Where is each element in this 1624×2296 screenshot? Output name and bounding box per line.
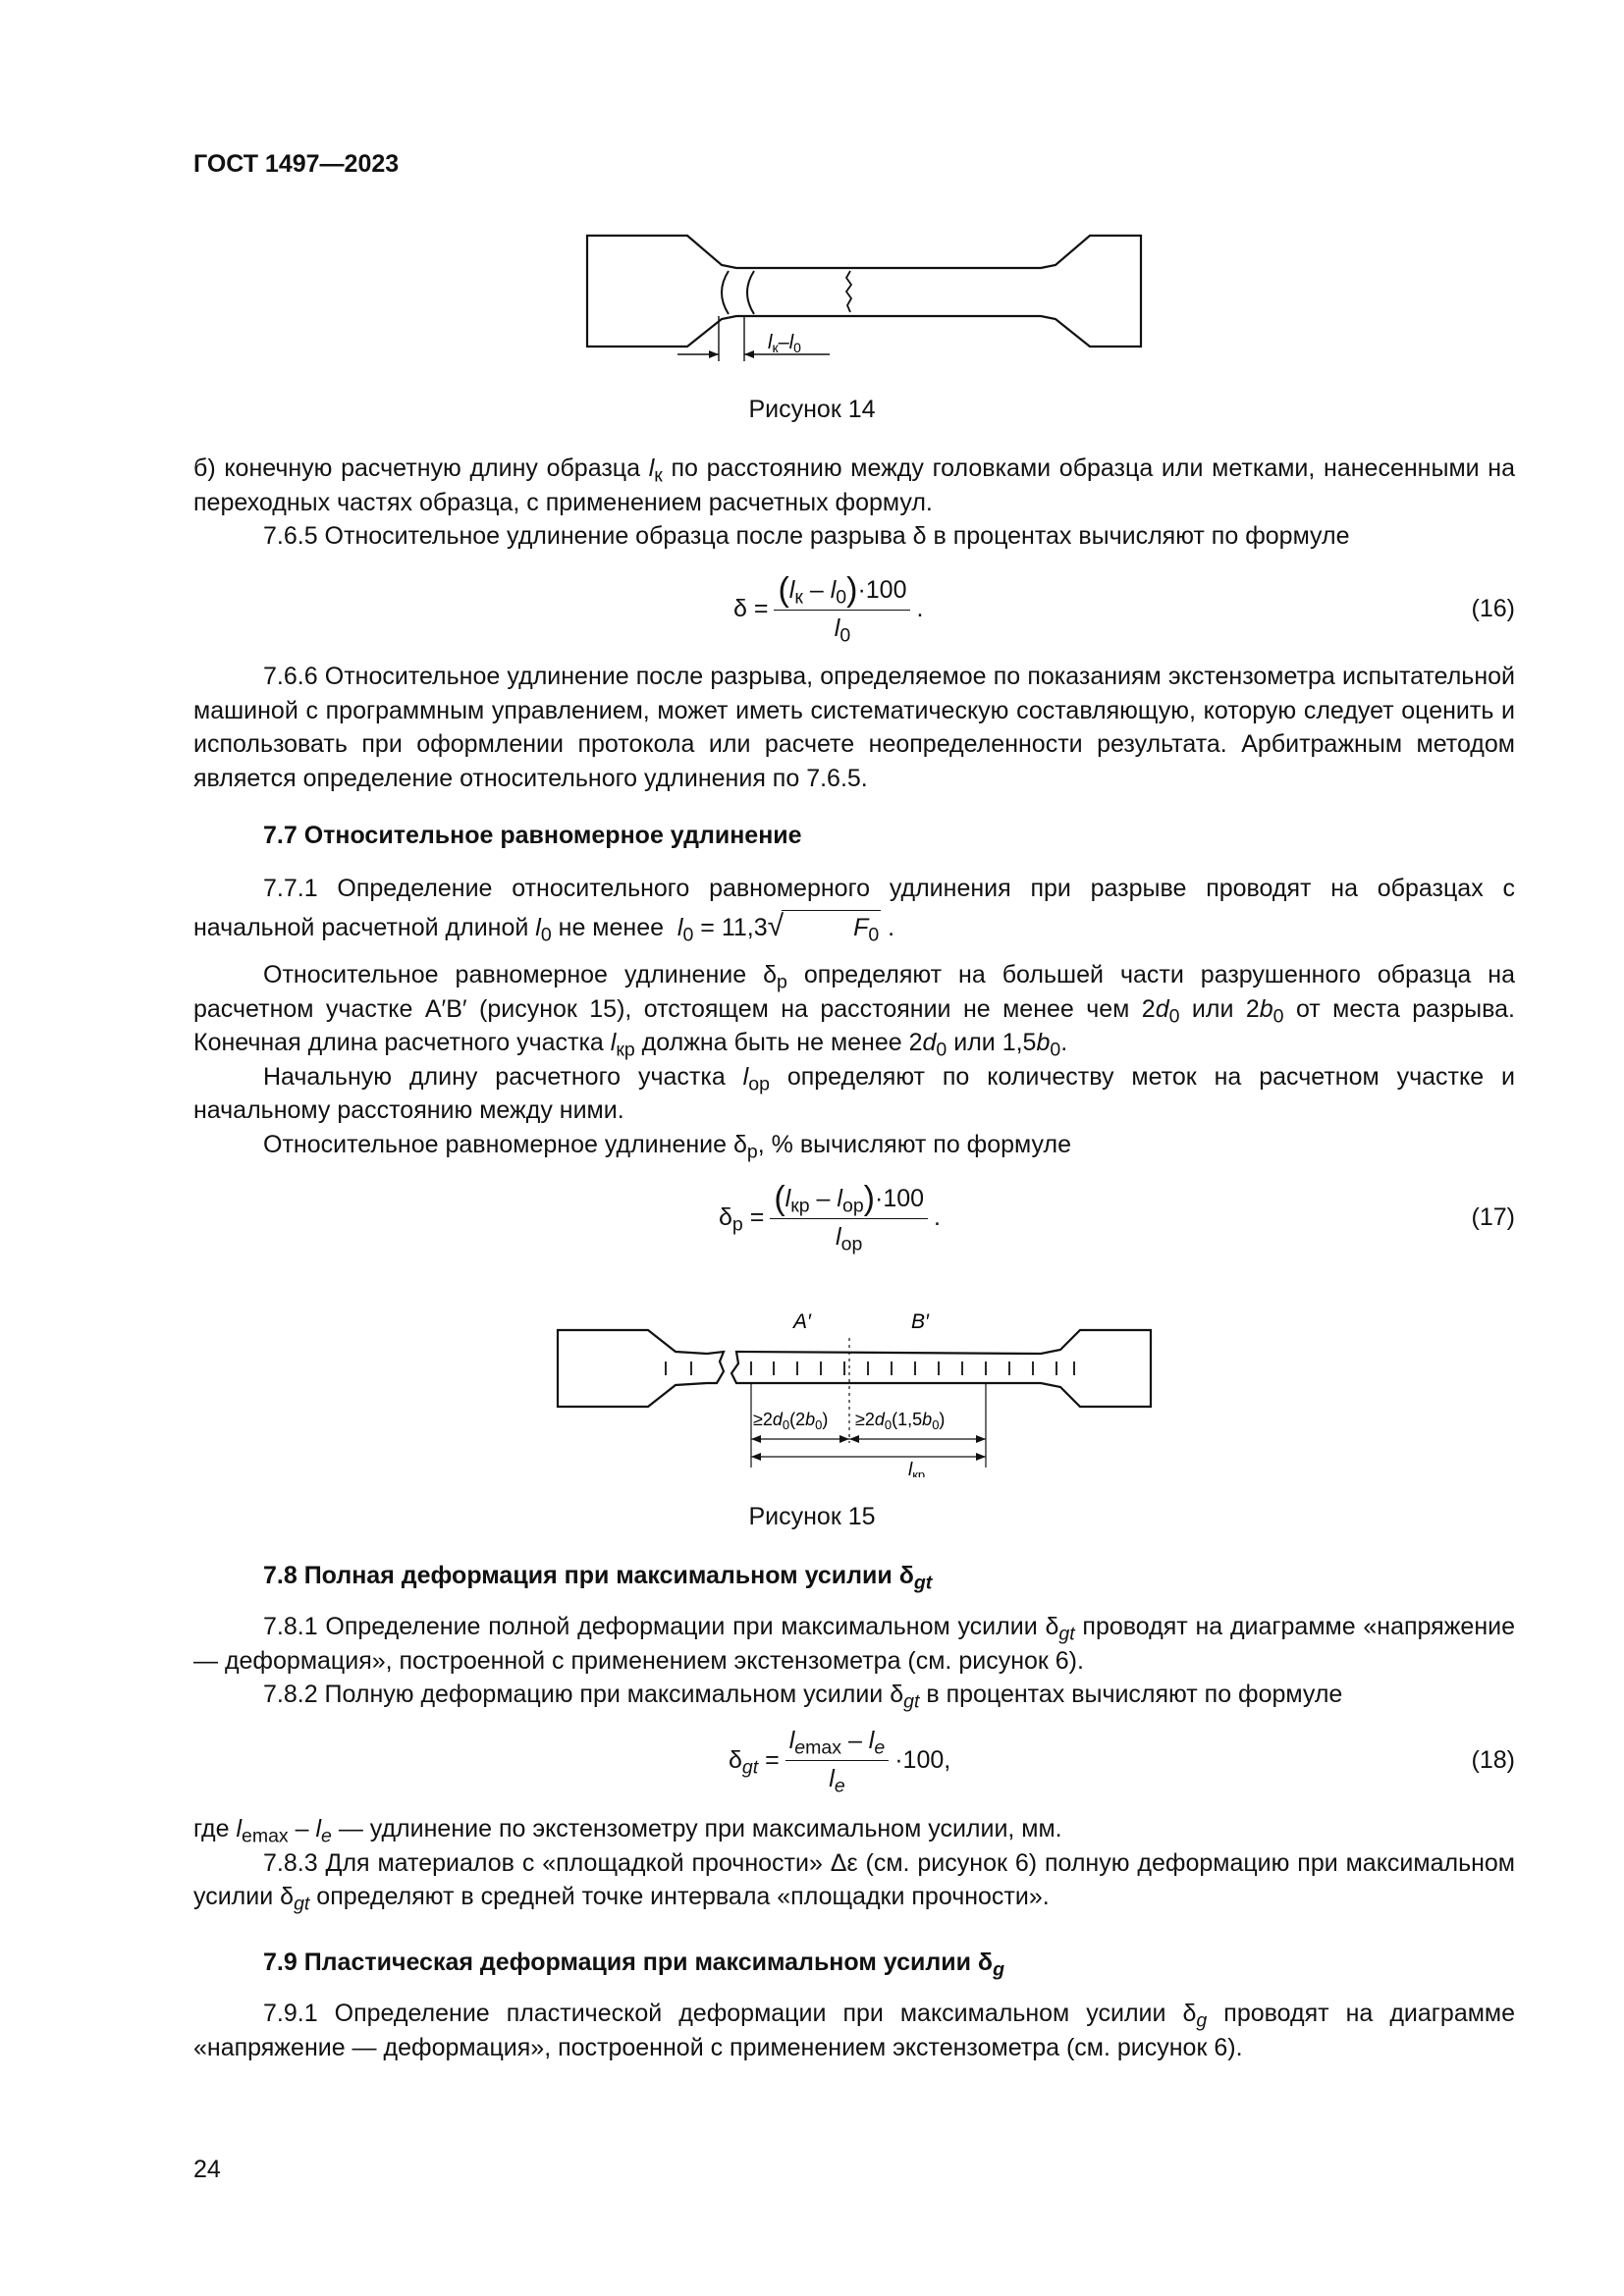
- equation-16-number: (16): [1471, 594, 1515, 622]
- paragraph-7-7-1: 7.7.1 Определение относительного равномерного удлинения при разрыве проводят на образцах с начальной расчетной длиной $l_0$ не менее $l_0 = 11,3√$ $F_0$ .: [193, 875, 1515, 945]
- figure-15-caption: Рисунок 15: [748, 1503, 876, 1530]
- paragraph-7-8-3: 7.8.3 Для материалов с «площадкой прочности» Δε (см. рисунок 6) полную деформацию при максимальном усилии $\delta_{gt}$ определяют в средней точке интервала «площадки прочности».: [193, 1848, 1515, 1915]
- paragraph-b: б) конечную расчетную длину образца $l_к$ по расстоянию между головками образца или метками, нанесенными на переходных частях образца, с применением расчетных формул. 7.6.5 Относительное удлинение образца после разрыва δ в процентах вычисляют по формуле: [193, 452, 1515, 554]
- figure-14-label: $l_к-l_0$: [768, 332, 801, 355]
- section-7-8-heading: 7.8 Полная деформация при максимальном усилии $\delta_{gt}$: [263, 1562, 933, 1594]
- section-7-7-heading: 7.7 Относительное равномерное удлинение: [263, 822, 802, 849]
- figure-14-drawing: [579, 224, 1149, 371]
- figure-15: [550, 1301, 1159, 1477]
- equation-18-number: (18): [1471, 1745, 1515, 1774]
- figure-15-label-b: B′: [911, 1310, 929, 1333]
- paragraph-7-8-1: 7.8.1 Определение полной деформации при максимальном усилии $\delta_{gt}$ проводят на диаграмме «напряжение — деформация», построенной с применением экстензометра (см. рисунок 6). 7.8.2 Полную деформацию при максимальном усилии $\delta_{gt}$ в процентах вычисляют по формуле: [193, 1613, 1516, 1713]
- section-7-9-heading: 7.9 Пластическая деформация при максимальном усилии $\delta_g$: [263, 1949, 1004, 1981]
- figure-15-drawing: [550, 1301, 1159, 1477]
- figure-15-label-a: A′: [793, 1310, 811, 1333]
- paragraph-7-8-2: 7.8.2 Полную деформацию при максимальном усилии $\delta_{gt}$ в процентах вычисляют по формуле: [263, 1681, 1343, 1713]
- document-header: ГОСТ 1497—2023: [193, 150, 400, 178]
- figure-14-caption: Рисунок 14: [748, 396, 876, 423]
- paragraph-7-7-4: Относительное равномерное удлинение $\delta_р$, % вычисляют по формуле: [263, 1130, 1071, 1162]
- equation-16: δ = $\frac{(l_к - l_0)\cdot 100}{l_0}$ . (16): [193, 564, 1515, 653]
- equation-17: $\delta_р$ = $\frac{(l_{кр} - l_{ор})\cdot 100}{l_{ор}}$ . (17): [193, 1173, 1515, 1261]
- page-number: 24: [193, 2156, 221, 2183]
- equation-18: $\delta_{gt}$ = $\frac{l_{emax} - l_e}{l_e}$ ·100, (18): [193, 1716, 1515, 1804]
- figure-15-dim2: $\ge 2d_0(1,5b_0)$: [855, 1410, 946, 1432]
- paragraph-7-6-5: 7.6.5 Относительное удлинение образца после разрыва δ в процентах вычисляют по формуле: [263, 522, 1350, 550]
- paragraph-7-7-2: Относительное равномерное удлинение $\delta_р$ определяют на большей части разрушенного образца на расчетном участке A′B′ (рисунок 15), отстоящем на расстоянии не менее чем $2d_0$ или $2b_0$ от места разрыва. Конечная длина расчетного участка $l_{кр}$ должна быть не менее $2d_0$ или $1,5b_0$. Начальную длину расчетного участка $l_{ор}$ определяют по количеству меток на расчетном участке и начальному расстоянию между ними. Относительное равномерное удлинение $\delta_р$, % вычисляют по формуле: [193, 961, 1515, 1162]
- paragraph-where: где $l_{emax} - l_e$ — удлинение по экстензометру при максимальном усилии, мм. 7.8.3 Для материалов с «площадкой прочности» Δε (см. рисунок 6) полную деформацию при максимальном усилии $\delta_{gt}$ определяют в средней точке интервала «площадки прочности».: [193, 1815, 1515, 1915]
- paragraph-7-6-6: 7.6.6 Относительное удлинение после разрыва, определяемое по показаниям экстензометра испытательной машиной с программным управлением, может иметь систематическую составляющую, которую следует оценить и использовать при оформлении протокола или расчете неопределенности результата. Арбитражным методом является определение относительного удлинения по 7.6.5.: [193, 663, 1515, 792]
- figure-15-dim1: $\ge 2d_0(2b_0)$: [753, 1410, 829, 1432]
- equation-17-number: (17): [1471, 1202, 1515, 1231]
- paragraph-7-7-3: Начальную длину расчетного участка $l_{ор}$ определяют по количеству меток на расчетном участке и начальному расстоянию между ними.: [193, 1062, 1515, 1124]
- paragraph-7-9-1: 7.9.1 Определение пластической деформации при максимальном усилии $\delta_g$ проводят на диаграмме «напряжение — деформация», построенной с применением экстензометра (см. рисунок 6).: [193, 2000, 1516, 2061]
- figure-15-dim3: $l_{кр}$: [908, 1460, 926, 1477]
- figure-14: [579, 224, 1149, 371]
